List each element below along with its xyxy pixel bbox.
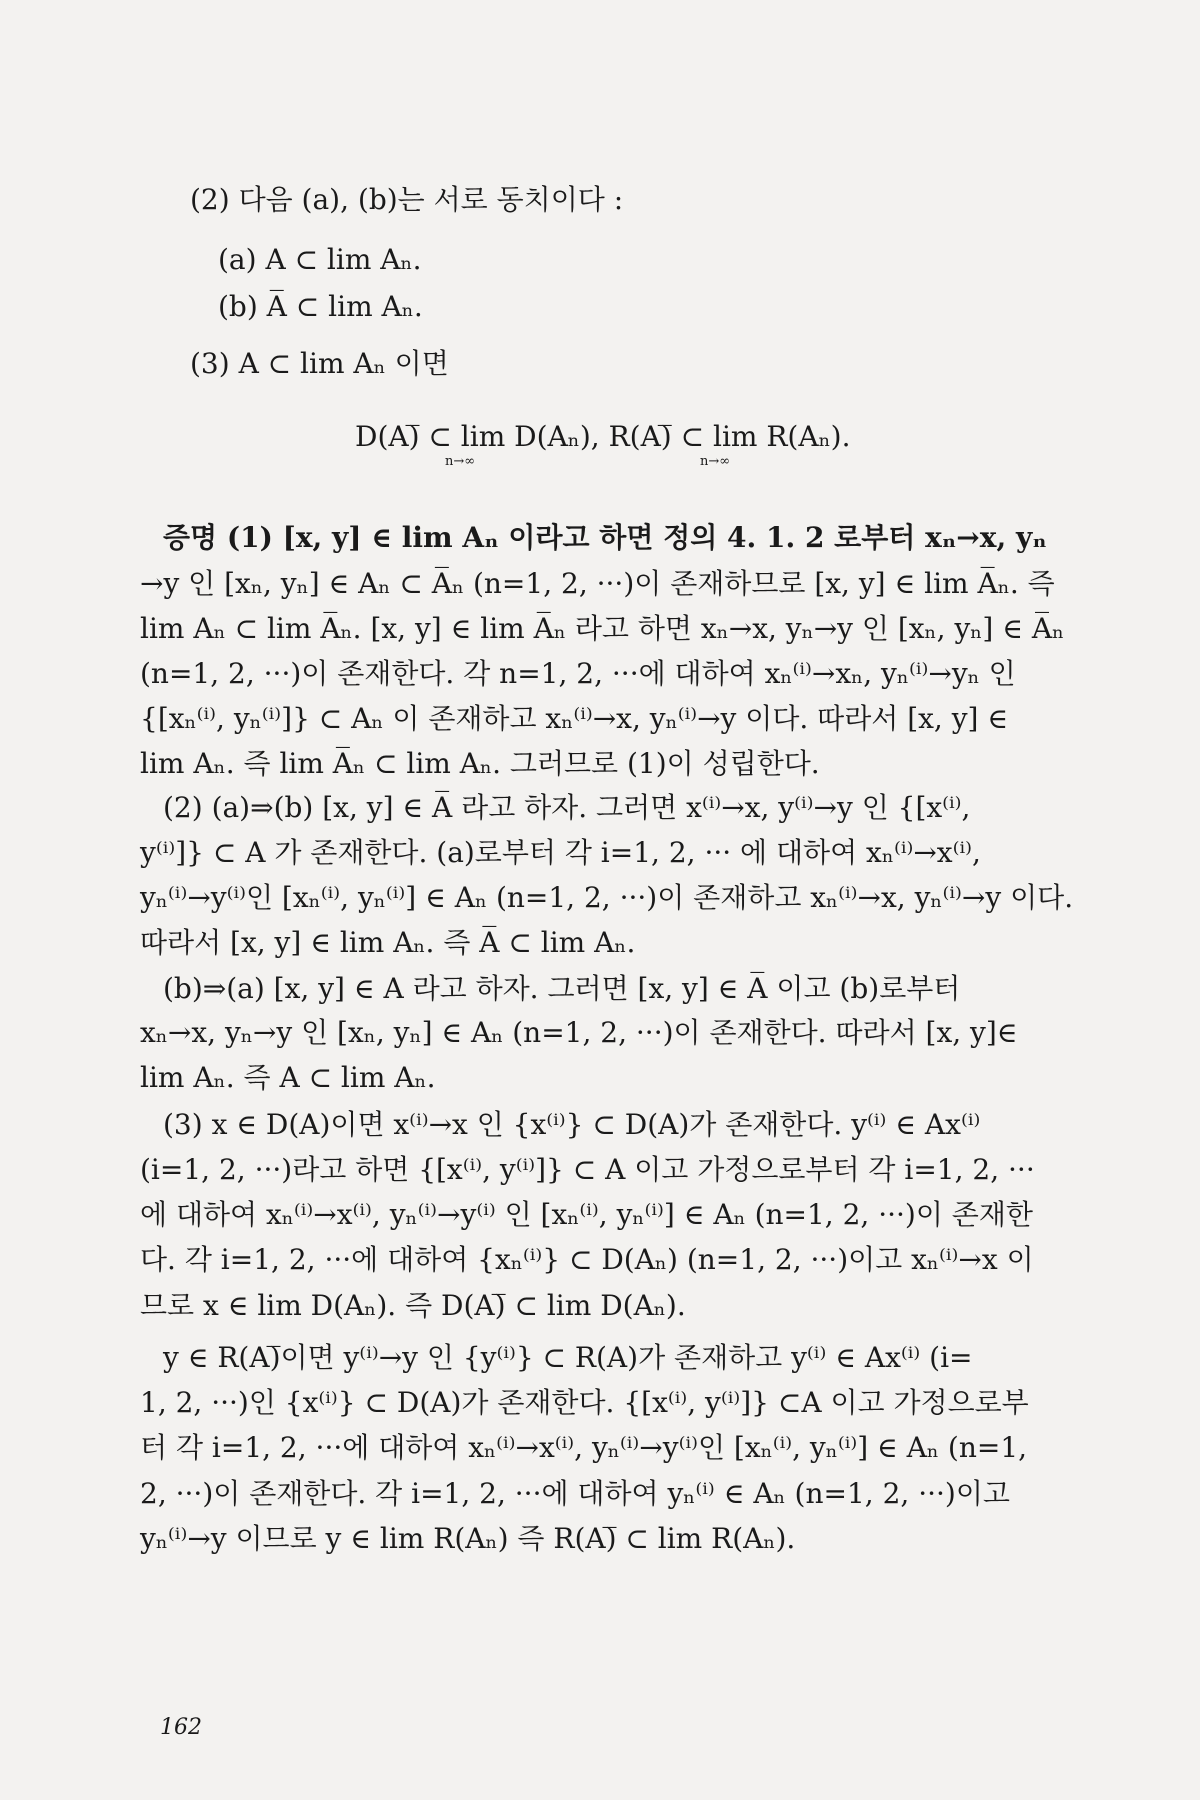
limit-subscript: n→∞ bbox=[700, 454, 731, 469]
proof-line: {[xₙ⁽ⁱ⁾, yₙ⁽ⁱ⁾]} ⊂ Aₙ 이 존재하고 xₙ⁽ⁱ⁾→x, yₙ⁽ⁱ⁾→y 이다. 따라서 [x, y] ∈ bbox=[140, 702, 1009, 735]
page-number: 162 bbox=[160, 1715, 202, 1740]
statement-item-2b: (b) A̅ ⊂ lim Aₙ. bbox=[218, 290, 423, 323]
proof-line: →y 인 [xₙ, yₙ] ∈ Aₙ ⊂ A̅ₙ (n=1, 2, ···)이 존재하므로 [x, y] ∈ lim A̅ₙ. 즉 bbox=[140, 567, 1055, 600]
proof-line: yₙ⁽ⁱ⁾→y⁽ⁱ⁾인 [xₙ⁽ⁱ⁾, yₙ⁽ⁱ⁾] ∈ Aₙ (n=1, 2, ···)이 존재하고 xₙ⁽ⁱ⁾→x, yₙ⁽ⁱ⁾→y 이다. bbox=[140, 881, 1074, 914]
proof-line: (3) x ∈ D(A)이면 x⁽ⁱ⁾→x 인 {x⁽ⁱ⁾} ⊂ D(A)가 존재한다. y⁽ⁱ⁾ ∈ Ax⁽ⁱ⁾ bbox=[163, 1108, 981, 1141]
proof-line: 따라서 [x, y] ∈ lim Aₙ. 즉 A̅ ⊂ lim Aₙ. bbox=[140, 926, 636, 959]
proof-line: 증명 (1) [x, y] ∈ lim Aₙ 이라고 하면 정의 4. 1. 2 로부터 xₙ→x, yₙ bbox=[163, 521, 1047, 554]
proof-line: 1, 2, ···)인 {x⁽ⁱ⁾} ⊂ D(A)가 존재한다. {[x⁽ⁱ⁾, y⁽ⁱ⁾]} ⊂A 이고 가정으로부 bbox=[140, 1386, 1029, 1419]
proof-line: xₙ→x, yₙ→y 인 [xₙ, yₙ] ∈ Aₙ (n=1, 2, ···)이 존재한다. 따라서 [x, y]∈ bbox=[140, 1016, 1018, 1049]
proof-line: (i=1, 2, ···)라고 하면 {[x⁽ⁱ⁾, y⁽ⁱ⁾]} ⊂ A 이고 가정으로부터 각 i=1, 2, ··· bbox=[140, 1153, 1035, 1186]
proof-line: yₙ⁽ⁱ⁾→y 이므로 y ∈ lim R(Aₙ) 즉 R(A)̅ ⊂ lim R(Aₙ). bbox=[140, 1522, 796, 1555]
proof-line: y ∈ R(A)̅이면 y⁽ⁱ⁾→y 인 {y⁽ⁱ⁾} ⊂ R(A)가 존재하고 y⁽ⁱ⁾ ∈ Ax⁽ⁱ⁾ (i= bbox=[163, 1341, 973, 1374]
proof-line: 므로 x ∈ lim D(Aₙ). 즉 D(A)̅ ⊂ lim D(Aₙ). bbox=[140, 1289, 686, 1322]
proof-line: 2, ···)이 존재한다. 각 i=1, 2, ···에 대하여 yₙ⁽ⁱ⁾ ∈ Aₙ (n=1, 2, ···)이고 bbox=[140, 1477, 1010, 1510]
display-equation: D(A)̅ ⊂ lim D(Aₙ), R(A)̅ ⊂ lim R(Aₙ). bbox=[355, 420, 851, 453]
proof-line: lim Aₙ ⊂ lim A̅ₙ. [x, y] ∈ lim A̅ₙ 라고 하면 xₙ→x, yₙ→y 인 [xₙ, yₙ] ∈ A̅ₙ bbox=[140, 612, 1065, 645]
proof-line: lim Aₙ. 즉 A ⊂ lim Aₙ. bbox=[140, 1061, 436, 1094]
limit-subscript: n→∞ bbox=[445, 454, 476, 469]
proof-line: 터 각 i=1, 2, ···에 대하여 xₙ⁽ⁱ⁾→x⁽ⁱ⁾, yₙ⁽ⁱ⁾→y⁽ⁱ⁾인 [xₙ⁽ⁱ⁾, yₙ⁽ⁱ⁾] ∈ Aₙ (n=1, bbox=[140, 1431, 1028, 1464]
proof-line: (n=1, 2, ···)이 존재한다. 각 n=1, 2, ···에 대하여 xₙ⁽ⁱ⁾→xₙ, yₙ⁽ⁱ⁾→yₙ 인 bbox=[140, 657, 1016, 690]
proof-line: y⁽ⁱ⁾]} ⊂ A 가 존재한다. (a)로부터 각 i=1, 2, ··· 에 대하여 xₙ⁽ⁱ⁾→x⁽ⁱ⁾, bbox=[140, 836, 981, 869]
proof-line: lim Aₙ. 즉 lim A̅ₙ ⊂ lim Aₙ. 그러므로 (1)이 성립한다. bbox=[140, 747, 820, 780]
statement-item-3: (3) A ⊂ lim Aₙ 이면 bbox=[190, 347, 449, 380]
proof-line: (b)⇒(a) [x, y] ∈ A 라고 하자. 그러면 [x, y] ∈ A̅ 이고 (b)로부터 bbox=[163, 972, 961, 1005]
proof-line: 에 대하여 xₙ⁽ⁱ⁾→x⁽ⁱ⁾, yₙ⁽ⁱ⁾→y⁽ⁱ⁾ 인 [xₙ⁽ⁱ⁾, yₙ⁽ⁱ⁾] ∈ Aₙ (n=1, 2, ···)이 존재한 bbox=[140, 1198, 1033, 1231]
statement-item-2: (2) 다음 (a), (b)는 서로 동치이다 : bbox=[190, 183, 624, 216]
proof-line: 다. 각 i=1, 2, ···에 대하여 {xₙ⁽ⁱ⁾} ⊂ D(Aₙ) (n=1, 2, ···)이고 xₙ⁽ⁱ⁾→x 이 bbox=[140, 1243, 1034, 1276]
statement-item-2a: (a) A ⊂ lim Aₙ. bbox=[218, 243, 422, 276]
proof-line: (2) (a)⇒(b) [x, y] ∈ A̅ 라고 하자. 그러면 x⁽ⁱ⁾→x, y⁽ⁱ⁾→y 인 {[x⁽ⁱ⁾, bbox=[163, 791, 971, 824]
